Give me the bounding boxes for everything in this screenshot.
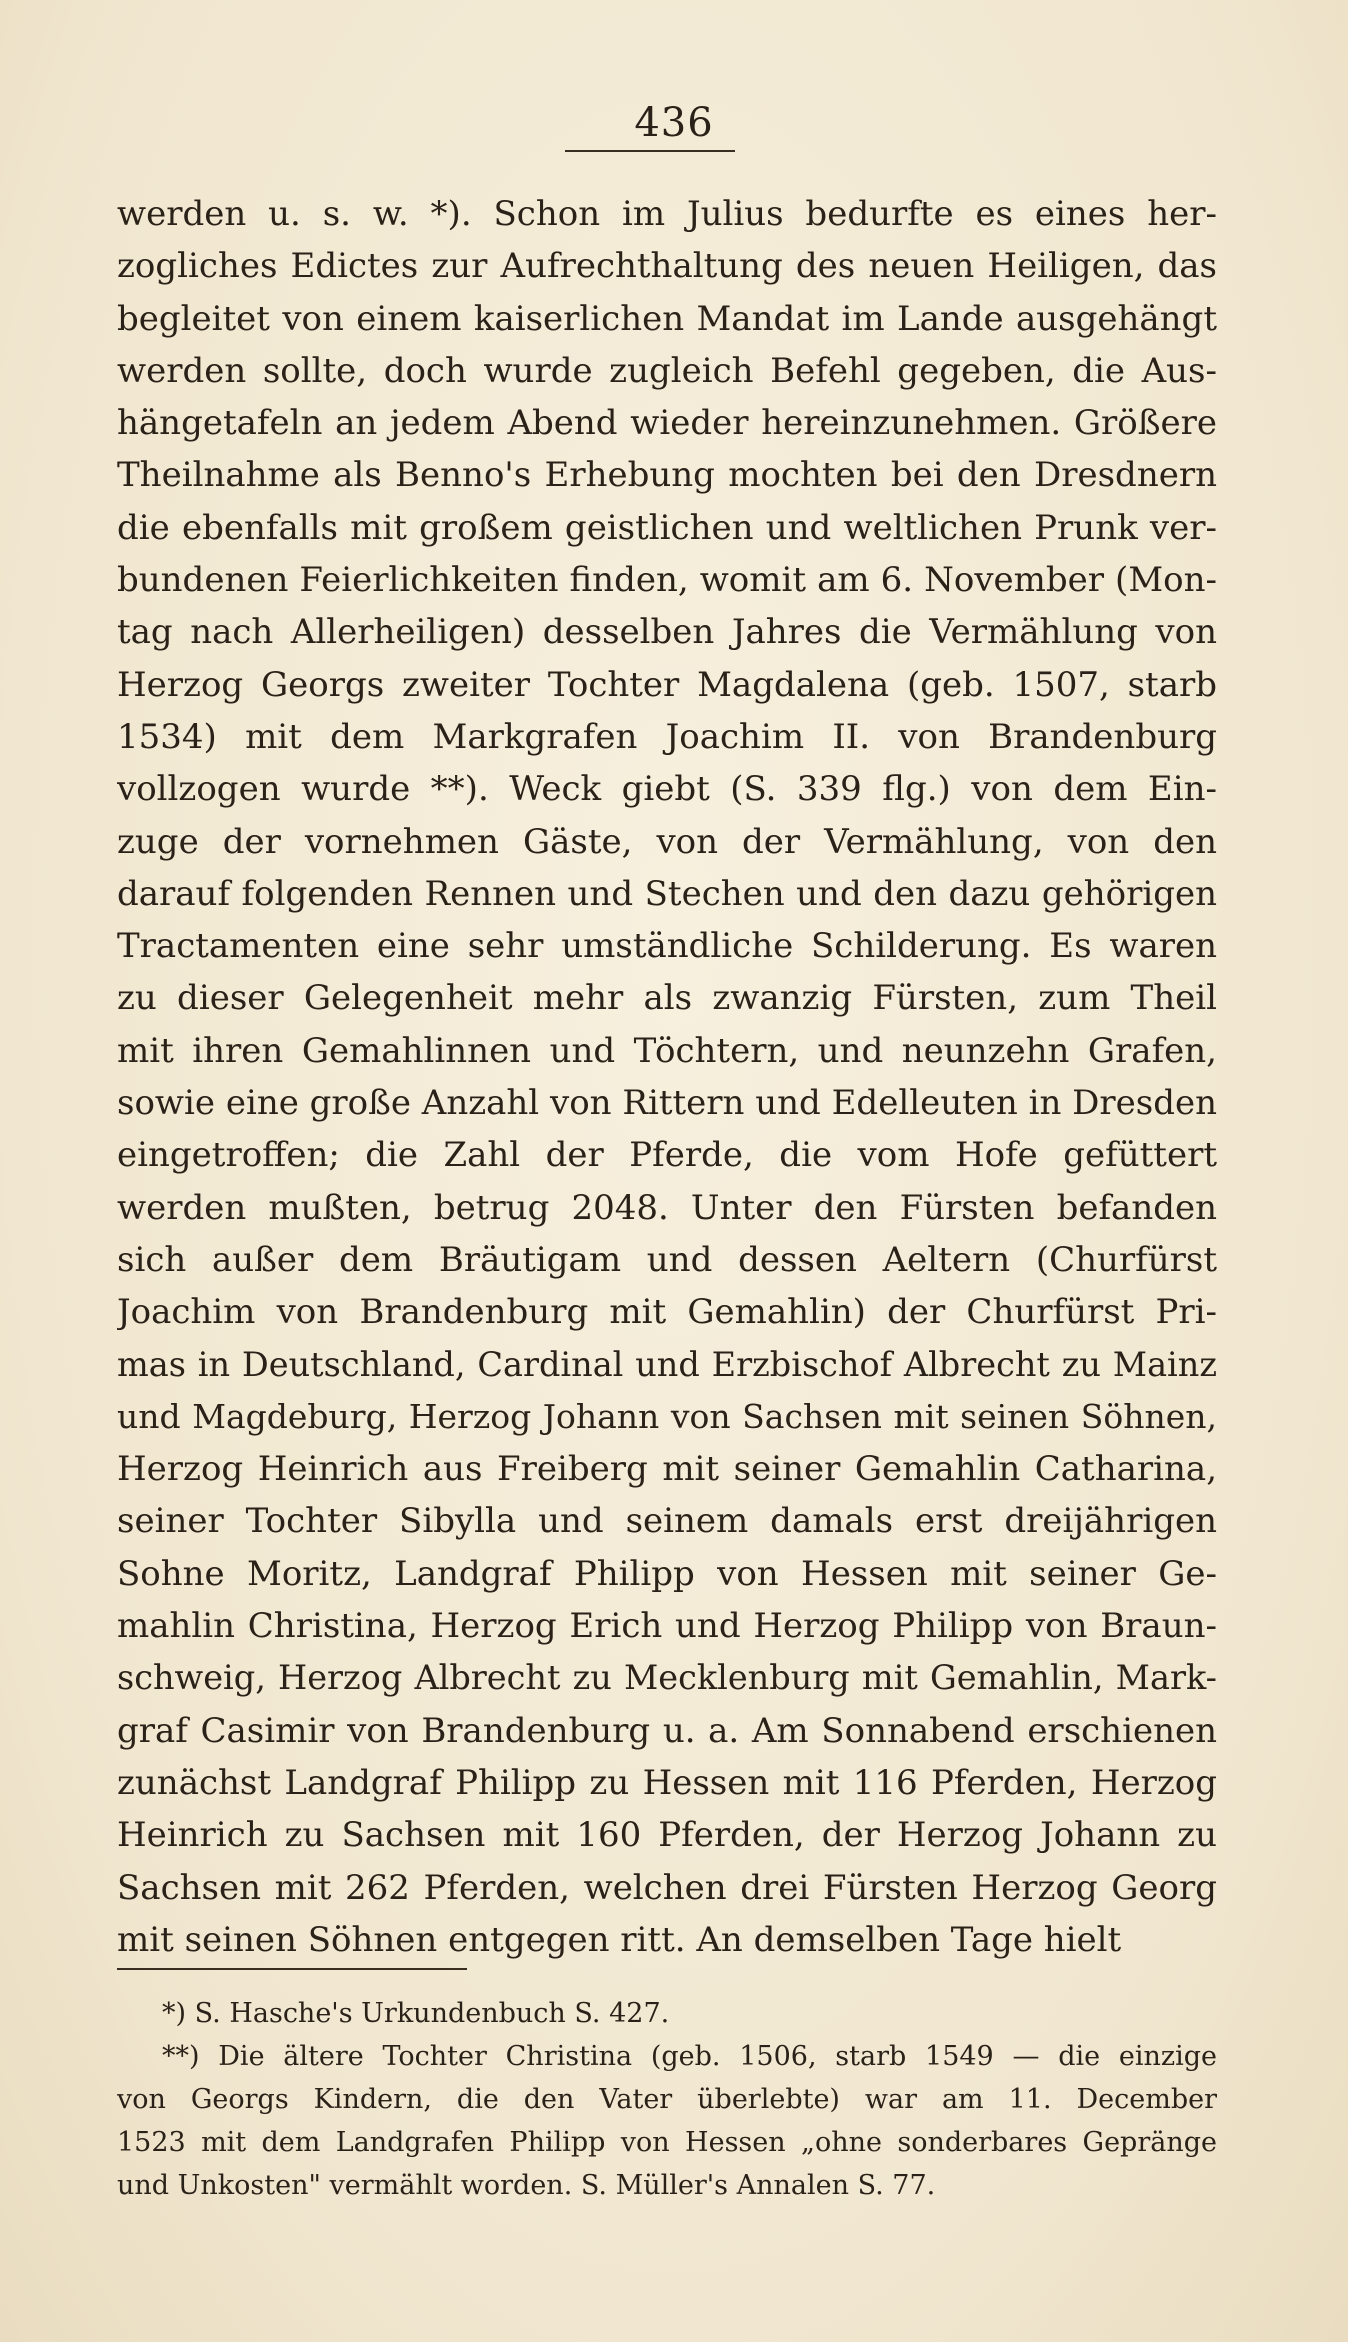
text-line: tag nach Allerheiligen) desselben Jahres die Vermählung von xyxy=(117,612,1217,653)
footnotes xyxy=(117,1992,1217,2207)
text-line: Joachim von Brandenburg mit Gemahlin) der Churfürst Pri- xyxy=(117,1292,1217,1333)
text-line: und Magdeburg, Herzog Johann von Sachsen mit seinen Söhnen, xyxy=(117,1396,1217,1436)
text-line: bundenen Feierlichkeiten finden, womit am 6. November (Mon- xyxy=(117,560,1217,601)
text-line: seiner Tochter Sibylla und seinem damals erst dreijährigen xyxy=(117,1501,1217,1542)
text-line: Sohne Moritz, Landgraf Philipp von Hessen mit seiner Ge- xyxy=(117,1553,1217,1594)
text-line: Theilnahme als Benno's Erhebung mochten bei den Dresdnern xyxy=(117,455,1217,496)
text-line: mas in Deutschland, Cardinal und Erzbischof Albrecht zu Mainz xyxy=(117,1344,1217,1384)
text-line: werden sollte, doch wurde zugleich Befehl gegeben, die Aus- xyxy=(117,350,1217,391)
text-line: zogliches Edictes zur Aufrechthaltung des neuen Heiligen, das xyxy=(117,246,1217,287)
text-line: werden u. s. w. *). Schon im Julius bedurfte es eines her- xyxy=(117,194,1217,234)
body-text xyxy=(117,188,1217,1966)
text-line: zunächst Landgraf Philipp zu Hessen mit 116 Pferden, Herzog xyxy=(117,1762,1217,1803)
text-line: zu dieser Gelegenheit mehr als zwanzig Fürsten, zum Theil xyxy=(117,978,1217,1019)
text-line: mahlin Christina, Herzog Erich und Herzog Philipp von Braun- xyxy=(117,1606,1217,1647)
text-line: hängetafeln an jedem Abend wieder hereinzunehmen. Größere xyxy=(117,403,1217,444)
page-number-rule xyxy=(565,150,735,152)
text-line: eingetroffen; die Zahl der Pferde, die vom Hofe gefüttert xyxy=(117,1135,1217,1176)
text-line: darauf folgenden Rennen und Stechen und den dazu gehörigen xyxy=(117,873,1217,914)
text-line: sowie eine große Anzahl von Rittern und Edelleuten in Dresden xyxy=(117,1083,1217,1124)
text-line: 1534) mit dem Markgrafen Joachim II. von Brandenburg xyxy=(117,716,1217,757)
text-line: schweig, Herzog Albrecht zu Mecklenburg mit Gemahlin, Mark- xyxy=(117,1658,1217,1698)
text-line: mit seinen Söhnen entgegen ritt. An demselben Tage hielt xyxy=(117,1919,1122,1960)
text-line: mit ihren Gemahlinnen und Töchtern, und neunzehn Grafen, xyxy=(117,1030,1217,1071)
footnote-line: **) Die ältere Tochter Christina (geb. 1506, starb 1549 — die einzige xyxy=(162,2041,1217,2072)
text-line: die ebenfalls mit großem geistlichen und weltlichen Prunk ver- xyxy=(117,507,1217,548)
footnote-line: und Unkosten" vermählt worden. S. Müller's Annalen S. 77. xyxy=(117,2170,936,2201)
text-line: zuge der vornehmen Gäste, von der Vermählung, von den xyxy=(117,821,1217,862)
text-line: sich außer dem Bräutigam und dessen Aeltern (Churfürst xyxy=(117,1239,1217,1280)
footnote-line: 1523 mit dem Landgrafen Philipp von Hessen „ohne sonderbares Gepränge xyxy=(117,2127,1217,2158)
text-line: Tractamenten eine sehr umständliche Schilderung. Es waren xyxy=(117,926,1217,967)
footnote-rule xyxy=(117,1968,467,1970)
footnote-line: *) S. Hasche's Urkundenbuch S. 427. xyxy=(162,1998,670,2029)
text-line: Herzog Georgs zweiter Tochter Magdalena (geb. 1507, starb xyxy=(117,664,1217,705)
text-line: werden mußten, betrug 2048. Unter den Fürsten befanden xyxy=(117,1187,1217,1228)
text-line: Sachsen mit 262 Pferden, welchen drei Fürsten Herzog Georg xyxy=(117,1867,1217,1908)
text-line: graf Casimir von Brandenburg u. a. Am Sonnabend erschienen xyxy=(117,1710,1217,1751)
page-number: 436 xyxy=(634,100,714,146)
text-line: Herzog Heinrich aus Freiberg mit seiner Gemahlin Catharina, xyxy=(117,1449,1217,1490)
text-line: Heinrich zu Sachsen mit 160 Pferden, der Herzog Johann zu xyxy=(117,1815,1217,1856)
text-line: vollzogen wurde **). Weck giebt (S. 339 flg.) von dem Ein- xyxy=(117,769,1217,810)
text-line: begleitet von einem kaiserlichen Mandat im Lande ausgehängt xyxy=(117,298,1217,339)
footnote-line: von Georgs Kindern, die den Vater überlebte) war am 11. December xyxy=(117,2084,1217,2115)
